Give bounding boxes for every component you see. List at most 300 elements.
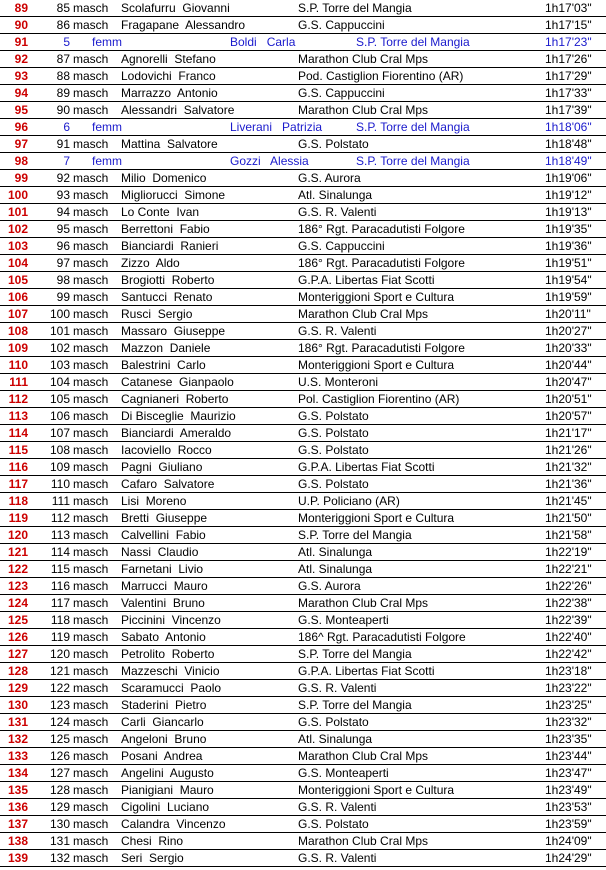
bib-number-cell: 97 [56, 256, 70, 270]
time-cell: 1h20'27" [545, 324, 592, 338]
time-cell: 1h21'32" [545, 460, 592, 474]
category-cell: femm [92, 154, 122, 168]
time-cell: 1h19'06" [545, 171, 592, 185]
category-cell: masch [73, 647, 109, 661]
club-cell: Marathon Club Cral Mps [298, 834, 429, 848]
club-cell: S.P. Torre del Mangia [298, 1, 412, 15]
athlete-first-name: Rino [158, 834, 184, 848]
time-cell: 1h23'53" [545, 800, 592, 814]
position-cell: 91 [14, 35, 28, 49]
time-cell: 1h23'47" [545, 766, 592, 780]
athlete-name-cell [121, 85, 218, 101]
athlete-surname: Staderini [121, 698, 169, 712]
result-row [0, 374, 606, 391]
category-cell: masch [73, 273, 109, 287]
athlete-name-cell [121, 578, 208, 594]
bib-number-cell: 124 [49, 715, 70, 729]
position-cell: 126 [7, 630, 28, 644]
time-cell: 1h19'35" [545, 222, 592, 236]
time-cell: 1h21'26" [545, 443, 592, 457]
athlete-first-name: Carlo [177, 358, 206, 372]
bib-number-cell: 117 [50, 596, 70, 610]
athlete-surname: Boldi [230, 35, 257, 49]
time-cell: 1h21'36" [545, 477, 592, 491]
club-cell: G.P.A. Libertas Fiat Scotti [298, 460, 435, 474]
athlete-surname: Calvellini [121, 528, 170, 542]
result-row [0, 629, 606, 646]
bib-number-cell: 86 [56, 18, 70, 32]
athlete-name-cell [121, 391, 228, 407]
bib-number-cell: 90 [56, 103, 70, 117]
time-cell: 1h18'49" [545, 154, 592, 168]
athlete-first-name: Ivan [176, 205, 200, 219]
club-cell: S.P. Torre del Mangia [298, 647, 412, 661]
athlete-surname: Farnetani [121, 562, 172, 576]
category-cell: masch [73, 834, 109, 848]
club-cell: G.S. Aurora [298, 171, 361, 185]
athlete-name-cell [121, 731, 206, 747]
athlete-first-name: Ranieri [180, 239, 219, 253]
bib-number-cell: 92 [56, 171, 70, 185]
club-cell: Monteriggioni Sport e Cultura [298, 290, 455, 304]
club-cell: Monteriggioni Sport e Cultura [298, 511, 455, 525]
athlete-surname: Lo Conte [121, 205, 170, 219]
position-cell: 138 [7, 834, 28, 848]
time-cell: 1h23'18" [545, 664, 592, 678]
club-cell: G.S. R. Valenti [298, 851, 377, 865]
club-cell: G.S. Polstato [298, 409, 369, 423]
result-row [0, 408, 606, 425]
position-cell: 125 [7, 613, 28, 627]
position-cell: 104 [7, 256, 28, 270]
athlete-first-name: Rocco [177, 443, 212, 457]
club-cell: Monteriggioni Sport e Cultura [298, 783, 455, 797]
athlete-name-cell [230, 34, 295, 50]
time-cell: 1h23'32" [545, 715, 592, 729]
category-cell: masch [73, 256, 109, 270]
time-cell: 1h24'29" [545, 851, 592, 865]
club-cell: G.P.A. Libertas Fiat Scotti [298, 273, 435, 287]
bib-number-cell: 85 [56, 1, 70, 15]
category-cell: masch [73, 290, 109, 304]
athlete-surname: Scaramucci [121, 681, 184, 695]
position-cell: 97 [14, 137, 28, 151]
time-cell: 1h17'29" [545, 69, 592, 83]
athlete-surname: Berrettoni [121, 222, 174, 236]
athlete-first-name: Sergio [157, 307, 193, 321]
position-cell: 118 [8, 494, 28, 508]
athlete-name-cell [121, 544, 198, 560]
bib-number-cell: 132 [49, 851, 70, 865]
position-cell: 124 [7, 596, 28, 610]
athlete-first-name: Vincenzo [171, 613, 221, 627]
position-cell: 117 [8, 477, 28, 491]
category-cell: masch [73, 18, 109, 32]
athlete-first-name: Simone [184, 188, 226, 202]
category-cell: masch [73, 205, 109, 219]
position-cell: 111 [9, 375, 28, 389]
athlete-surname: Petrolito [121, 647, 166, 661]
athlete-first-name: Carla [266, 35, 296, 49]
position-cell: 100 [7, 188, 28, 202]
category-cell: masch [73, 545, 109, 559]
result-row [0, 425, 606, 442]
category-cell: masch [73, 52, 109, 66]
athlete-surname: Bianciardi [121, 426, 174, 440]
club-cell: 186° Rgt. Paracadutisti Folgore [298, 341, 465, 355]
club-cell: Atl. Sinalunga [298, 188, 373, 202]
result-row [0, 153, 606, 170]
time-cell: 1h23'49" [545, 783, 592, 797]
time-cell: 1h23'59" [545, 817, 592, 831]
bib-number-cell: 104 [49, 375, 70, 389]
result-row [0, 391, 606, 408]
category-cell: masch [73, 137, 109, 151]
result-row [0, 748, 606, 765]
category-cell: masch [73, 86, 109, 100]
position-cell: 137 [7, 817, 28, 831]
category-cell: masch [73, 630, 109, 644]
club-cell: G.S. Cappuccini [298, 18, 385, 32]
bib-number-cell: 89 [56, 86, 70, 100]
bib-number-cell: 111 [51, 494, 70, 508]
result-row [0, 68, 606, 85]
club-cell: G.S. Aurora [298, 579, 361, 593]
athlete-surname: Posani [121, 749, 158, 763]
athlete-surname: Massaro [121, 324, 168, 338]
bib-number-cell: 96 [56, 239, 70, 253]
result-row [0, 136, 606, 153]
athlete-surname: Mazzeschi [121, 664, 178, 678]
time-cell: 1h17'26" [545, 52, 592, 66]
category-cell: masch [73, 392, 109, 406]
bib-number-cell: 101 [49, 324, 70, 338]
time-cell: 1h21'45" [545, 494, 592, 508]
category-cell: masch [73, 732, 109, 746]
athlete-name-cell [121, 765, 214, 781]
result-row [0, 187, 606, 204]
athlete-surname: Alessandri [121, 103, 178, 117]
athlete-name-cell [121, 340, 210, 356]
athlete-name-cell [121, 476, 214, 492]
athlete-surname: Scolafurru [121, 1, 176, 15]
position-cell: 120 [7, 528, 28, 542]
athlete-name-cell [121, 238, 218, 254]
result-row [0, 0, 606, 17]
athlete-first-name: Roberto [171, 273, 215, 287]
athlete-surname: Carli [121, 715, 146, 729]
club-cell: Pod. Castiglion Fiorentino (AR) [298, 69, 464, 83]
time-cell: 1h19'54" [545, 273, 592, 287]
position-cell: 114 [8, 426, 28, 440]
bib-number-cell: 129 [49, 800, 70, 814]
athlete-name-cell [121, 459, 202, 475]
time-cell: 1h23'22" [545, 681, 592, 695]
time-cell: 1h22'38" [545, 596, 592, 610]
athlete-name-cell [121, 204, 199, 220]
bib-number-cell: 108 [49, 443, 70, 457]
athlete-name-cell [121, 612, 221, 628]
category-cell: masch [73, 715, 109, 729]
position-cell: 110 [8, 358, 28, 372]
position-cell: 128 [7, 664, 28, 678]
athlete-surname: Sabato [121, 630, 160, 644]
athlete-name-cell [121, 289, 212, 305]
athlete-name-cell [121, 136, 218, 152]
category-cell: masch [73, 443, 109, 457]
time-cell: 1h19'13" [545, 205, 592, 219]
position-cell: 130 [7, 698, 28, 712]
category-cell: masch [73, 800, 109, 814]
club-cell: Marathon Club Cral Mps [298, 52, 429, 66]
category-cell: masch [73, 562, 109, 576]
bib-number-cell: 122 [49, 681, 70, 695]
position-cell: 115 [8, 443, 28, 457]
position-cell: 93 [14, 69, 28, 83]
position-cell: 123 [7, 579, 28, 593]
athlete-first-name: Salvatore [163, 477, 215, 491]
athlete-first-name: Giovanni [182, 1, 230, 15]
category-cell: masch [73, 817, 109, 831]
category-cell: masch [73, 766, 109, 780]
bib-number-cell: 98 [56, 273, 70, 287]
athlete-first-name: Salvatore [183, 103, 235, 117]
club-cell: S.P. Torre del Mangia [356, 35, 470, 49]
position-cell: 133 [7, 749, 28, 763]
bib-number-cell: 106 [49, 409, 70, 423]
result-row [0, 170, 606, 187]
bib-number-cell: 121 [49, 664, 70, 678]
club-cell: U.S. Monteroni [298, 375, 379, 389]
athlete-name-cell [121, 782, 214, 798]
result-row [0, 714, 606, 731]
club-cell: G.S. Polstato [298, 715, 369, 729]
athlete-first-name: Salvatore [167, 137, 218, 151]
category-cell: masch [73, 426, 109, 440]
bib-number-cell: 118 [50, 613, 70, 627]
bib-number-cell: 131 [49, 834, 70, 848]
athlete-first-name: Giuseppe [173, 324, 226, 338]
time-cell: 1h22'39" [545, 613, 592, 627]
bib-number-cell: 87 [56, 52, 70, 66]
club-cell: Marathon Club Cral Mps [298, 749, 429, 763]
position-cell: 127 [7, 647, 28, 661]
category-cell: masch [73, 188, 109, 202]
position-cell: 122 [7, 562, 28, 576]
athlete-first-name: Fabio [175, 528, 206, 542]
position-cell: 102 [7, 222, 28, 236]
time-cell: 1h17'23" [545, 35, 592, 49]
result-row [0, 578, 606, 595]
result-row [0, 340, 606, 357]
club-cell: G.S. R. Valenti [298, 681, 377, 695]
category-cell: masch [73, 239, 109, 253]
category-cell: masch [73, 409, 109, 423]
time-cell: 1h22'26" [545, 579, 592, 593]
athlete-name-cell [121, 595, 205, 611]
athlete-surname: Balestrini [121, 358, 171, 372]
position-cell: 139 [7, 851, 28, 865]
result-row [0, 357, 606, 374]
time-cell: 1h23'44" [545, 749, 592, 763]
athlete-first-name: Giancarlo [152, 715, 204, 729]
category-cell: masch [73, 851, 109, 865]
athlete-first-name: Roberto [171, 647, 215, 661]
result-row [0, 476, 606, 493]
position-cell: 134 [7, 766, 28, 780]
bib-number-cell: 105 [49, 392, 70, 406]
category-cell: masch [73, 341, 109, 355]
time-cell: 1h17'39" [545, 103, 592, 117]
club-cell: Monteriggioni Sport e Cultura [298, 358, 455, 372]
result-row [0, 697, 606, 714]
time-cell: 1h23'35" [545, 732, 592, 746]
result-row [0, 782, 606, 799]
athlete-first-name: Maurizio [190, 409, 236, 423]
result-row [0, 459, 606, 476]
club-cell: Marathon Club Cral Mps [298, 596, 429, 610]
position-cell: 109 [7, 341, 28, 355]
club-cell: 186° Rgt. Paracadutisti Folgore [298, 222, 465, 236]
club-cell: G.S. Cappuccini [298, 239, 385, 253]
athlete-name-cell [121, 272, 214, 288]
athlete-first-name: Pietro [175, 698, 207, 712]
category-cell: masch [73, 681, 109, 695]
club-cell: G.S. Cappuccini [298, 86, 385, 100]
athlete-name-cell [121, 493, 186, 509]
time-cell: 1h20'44" [545, 358, 592, 372]
position-cell: 119 [8, 511, 28, 525]
position-cell: 89 [14, 1, 28, 15]
athlete-first-name: Domenico [152, 171, 207, 185]
club-cell: Atl. Sinalunga [298, 545, 373, 559]
result-row [0, 765, 606, 782]
bib-number-cell: 109 [49, 460, 70, 474]
bib-number-cell: 91 [56, 137, 70, 151]
bib-number-cell: 128 [49, 783, 70, 797]
athlete-first-name: Mauro [173, 579, 208, 593]
athlete-name-cell [121, 374, 234, 390]
athlete-name-cell [121, 680, 221, 696]
bib-number-cell: 100 [49, 307, 70, 321]
athlete-name-cell [121, 748, 202, 764]
club-cell: G.P.A. Libertas Fiat Scotti [298, 664, 435, 678]
athlete-name-cell [121, 306, 192, 322]
club-cell: G.S. Polstato [298, 443, 369, 457]
bib-number-cell: 115 [50, 562, 70, 576]
result-row [0, 510, 606, 527]
category-cell: masch [73, 613, 109, 627]
athlete-name-cell [230, 119, 322, 135]
time-cell: 1h22'19" [545, 545, 592, 559]
athlete-surname: Calandra [121, 817, 170, 831]
position-cell: 101 [7, 205, 28, 219]
athlete-first-name: Aldo [155, 256, 180, 270]
result-row [0, 102, 606, 119]
time-cell: 1h22'42" [545, 647, 592, 661]
athlete-name-cell [121, 221, 210, 237]
category-cell: masch [73, 528, 109, 542]
athlete-surname: Agnorelli [121, 52, 168, 66]
club-cell: G.S. Polstato [298, 477, 369, 491]
athlete-name-cell [121, 187, 225, 203]
position-cell: 136 [7, 800, 28, 814]
category-cell: masch [73, 511, 109, 525]
bib-number-cell: 123 [49, 698, 70, 712]
category-cell: femm [92, 120, 122, 134]
athlete-name-cell [121, 561, 203, 577]
athlete-first-name: Giuseppe [155, 511, 208, 525]
bib-number-cell: 88 [56, 69, 70, 83]
result-row [0, 204, 606, 221]
bib-number-cell: 99 [56, 290, 70, 304]
category-cell: masch [73, 69, 109, 83]
position-cell: 131 [7, 715, 28, 729]
result-row [0, 816, 606, 833]
athlete-surname: Seri [121, 851, 143, 865]
time-cell: 1h17'15" [545, 18, 592, 32]
athlete-name-cell [121, 850, 184, 866]
athlete-name-cell [121, 0, 230, 16]
athlete-surname: Lisi [121, 494, 140, 508]
position-cell: 103 [7, 239, 28, 253]
time-cell: 1h20'11" [545, 307, 591, 321]
time-cell: 1h20'51" [545, 392, 592, 406]
athlete-first-name: Sergio [149, 851, 184, 865]
athlete-first-name: Augusto [169, 766, 214, 780]
bib-number-cell: 116 [50, 579, 70, 593]
result-row [0, 493, 606, 510]
category-cell: masch [73, 103, 109, 117]
result-row [0, 612, 606, 629]
athlete-name-cell [121, 646, 214, 662]
position-cell: 98 [14, 154, 28, 168]
position-cell: 107 [7, 307, 28, 321]
result-row [0, 799, 606, 816]
club-cell: G.S. R. Valenti [298, 800, 377, 814]
result-row [0, 119, 606, 136]
athlete-first-name: Antonio [177, 86, 218, 100]
bib-number-cell: 7 [63, 154, 70, 168]
athlete-first-name: Gianpaolo [179, 375, 234, 389]
athlete-name-cell [121, 697, 206, 713]
athlete-name-cell [121, 442, 212, 458]
club-cell: S.P. Torre del Mangia [356, 154, 470, 168]
time-cell: 1h18'48" [545, 137, 592, 151]
club-cell: S.P. Torre del Mangia [356, 120, 470, 134]
athlete-first-name: Luciano [167, 800, 210, 814]
category-cell: masch [73, 324, 109, 338]
athlete-name-cell [121, 714, 204, 730]
bib-number-cell: 107 [49, 426, 70, 440]
athlete-surname: Pianigiani [121, 783, 174, 797]
category-cell: masch [73, 477, 109, 491]
athlete-name-cell [230, 153, 309, 169]
time-cell: 1h21'50" [545, 511, 592, 525]
athlete-first-name: Paolo [190, 681, 222, 695]
athlete-surname: Mazzon [121, 341, 164, 355]
time-cell: 1h21'58" [545, 528, 592, 542]
position-cell: 108 [7, 324, 28, 338]
athlete-surname: Nassi [121, 545, 152, 559]
athlete-surname: Marrucci [121, 579, 168, 593]
athlete-surname: Fragapane [121, 18, 180, 32]
time-cell: 1h22'40" [545, 630, 592, 644]
position-cell: 106 [7, 290, 28, 304]
athlete-first-name: Andrea [163, 749, 203, 763]
result-row [0, 561, 606, 578]
category-cell: masch [73, 494, 109, 508]
